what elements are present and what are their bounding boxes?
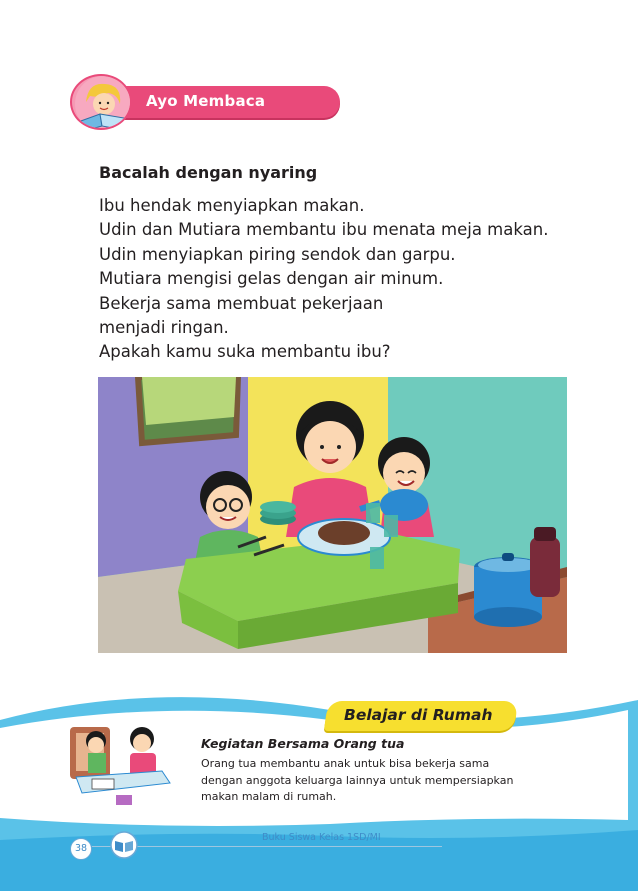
footer-book-title: Buku Siswa Kelas 1SD/MI xyxy=(262,832,381,843)
footer-divider xyxy=(92,846,442,847)
section-badge xyxy=(70,74,280,130)
reading-line: menjadi ringan. xyxy=(99,318,229,338)
page-number: 38 xyxy=(70,838,92,860)
reading-line: Bekerja sama membuat pekerjaan xyxy=(99,293,384,313)
activity-body-line: makan malam di rumah. xyxy=(201,790,337,803)
activity-body xyxy=(201,756,561,806)
activity-title: Kegiatan Bersama Orang tua xyxy=(201,736,405,751)
reading-line: Apakah kamu suka membantu ibu? xyxy=(99,342,391,362)
reading-passage xyxy=(99,194,548,365)
family-dinner-illustration xyxy=(98,377,567,653)
parent-child-study-icon xyxy=(66,721,176,809)
home-section-tag-label: Belajar di Rumah xyxy=(344,706,493,724)
reading-line: Udin dan Mutiara membantu ibu menata meja makan. xyxy=(99,220,549,240)
reading-instruction: Bacalah dengan nyaring xyxy=(99,163,318,182)
activity-body-line: dengan anggota keluarga lainnya untuk mempersiapkan xyxy=(201,773,514,787)
reading-line: Mutiara mengisi gelas dengan air minum. xyxy=(99,269,444,289)
reading-girl-icon xyxy=(70,74,132,130)
section-badge-label: Ayo Membaca xyxy=(146,92,266,110)
activity-body-line: Orang tua membantu anak untuk bisa bekerja sama xyxy=(201,757,490,770)
reading-line: Udin menyiapkan piring sendok dan garpu. xyxy=(99,244,456,264)
book-icon xyxy=(109,831,139,859)
reading-line: Ibu hendak menyiapkan makan. xyxy=(99,196,365,215)
